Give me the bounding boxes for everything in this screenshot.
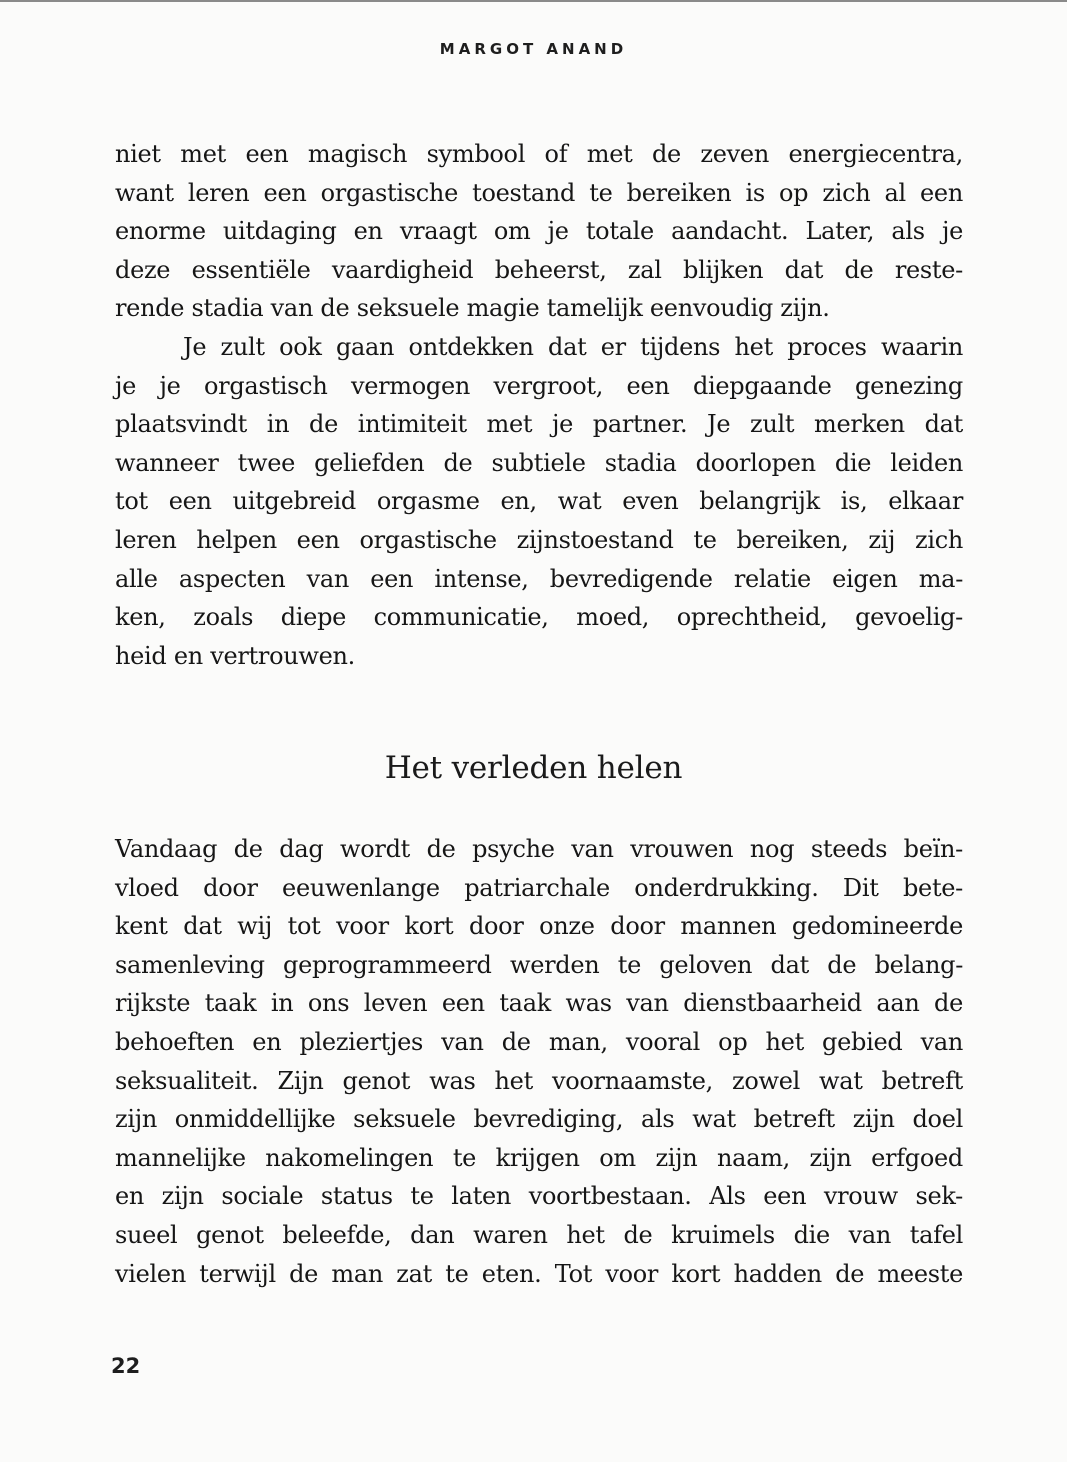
text-line: plaatsvindt in de intimiteit met je partner. Je zult merken dat xyxy=(115,410,963,439)
text-line: wanneer twee geliefden de subtiele stadia doorlopen die leiden xyxy=(115,448,963,477)
text-line: leren helpen een orgastische zijnstoestand te bereiken, zij zich xyxy=(115,525,963,554)
text-line: rijkste taak in ons leven een taak was van dienstbaarheid aan de xyxy=(115,989,963,1018)
text-line: behoeften en pleziertjes van de man, vooral op het gebied van xyxy=(115,1027,963,1056)
body-text-top xyxy=(115,135,963,675)
text-line: rende stadia van de seksuele magie tamelijk eenvoudig zijn. xyxy=(115,294,830,323)
text-line: want leren een orgastische toestand te bereiken is op zich al een xyxy=(115,178,963,207)
page-number: 22 xyxy=(111,1354,141,1378)
text-line: sueel genot beleefde, dan waren het de kruimels die van tafel xyxy=(115,1220,963,1249)
text-line: heid en vertrouwen. xyxy=(115,641,356,670)
text-line: seksualiteit. Zijn genot was het voornaamste, zowel wat betreft xyxy=(115,1066,963,1095)
text-line: samenleving geprogrammeerd werden te geloven dat de belang- xyxy=(115,950,963,979)
text-line: deze essentiële vaardigheid beheerst, zal blijken dat de reste- xyxy=(115,255,963,284)
text-line: vielen terwijl de man zat te eten. Tot voor kort hadden de meeste xyxy=(115,1259,963,1288)
text-line: kent dat wij tot voor kort door onze door mannen gedomineerde xyxy=(115,912,963,941)
text-line: enorme uitdaging en vraagt om je totale aandacht. Later, als je xyxy=(115,217,963,246)
text-line: Vandaag de dag wordt de psyche van vrouwen nog steeds beïn- xyxy=(115,835,963,863)
text-line: je je orgastisch vermogen vergroot, een diepgaande genezing xyxy=(115,371,963,400)
running-head: MARGOT ANAND xyxy=(439,40,628,58)
text-line: Je zult ook gaan ontdekken dat er tijdens het proces waarin xyxy=(183,332,963,361)
text-line: niet met een magisch symbool of met de zeven energiecentra, xyxy=(115,140,963,168)
body-text-bottom xyxy=(115,830,963,1293)
paragraph xyxy=(115,328,963,675)
text-line: mannelijke nakomelingen te krijgen om zijn naam, zijn erfgoed xyxy=(115,1143,963,1172)
section-heading: Het verleden helen xyxy=(384,750,683,786)
text-line: ken, zoals diepe communicatie, moed, oprechtheid, gevoelig- xyxy=(115,603,963,632)
text-line: vloed door eeuwenlange patriarchale onderdrukking. Dit bete- xyxy=(115,873,963,902)
paragraph xyxy=(115,830,963,1293)
text-line: tot een uitgebreid orgasme en, wat even belangrijk is, elkaar xyxy=(115,487,963,516)
text-line: zijn onmiddellijke seksuele bevrediging, als wat betreft zijn doel xyxy=(115,1105,963,1134)
text-line: en zijn sociale status te laten voortbestaan. Als een vrouw sek- xyxy=(115,1182,963,1211)
paragraph-continued xyxy=(115,135,963,328)
text-line: alle aspecten van een intense, bevredigende relatie eigen ma- xyxy=(115,564,963,593)
